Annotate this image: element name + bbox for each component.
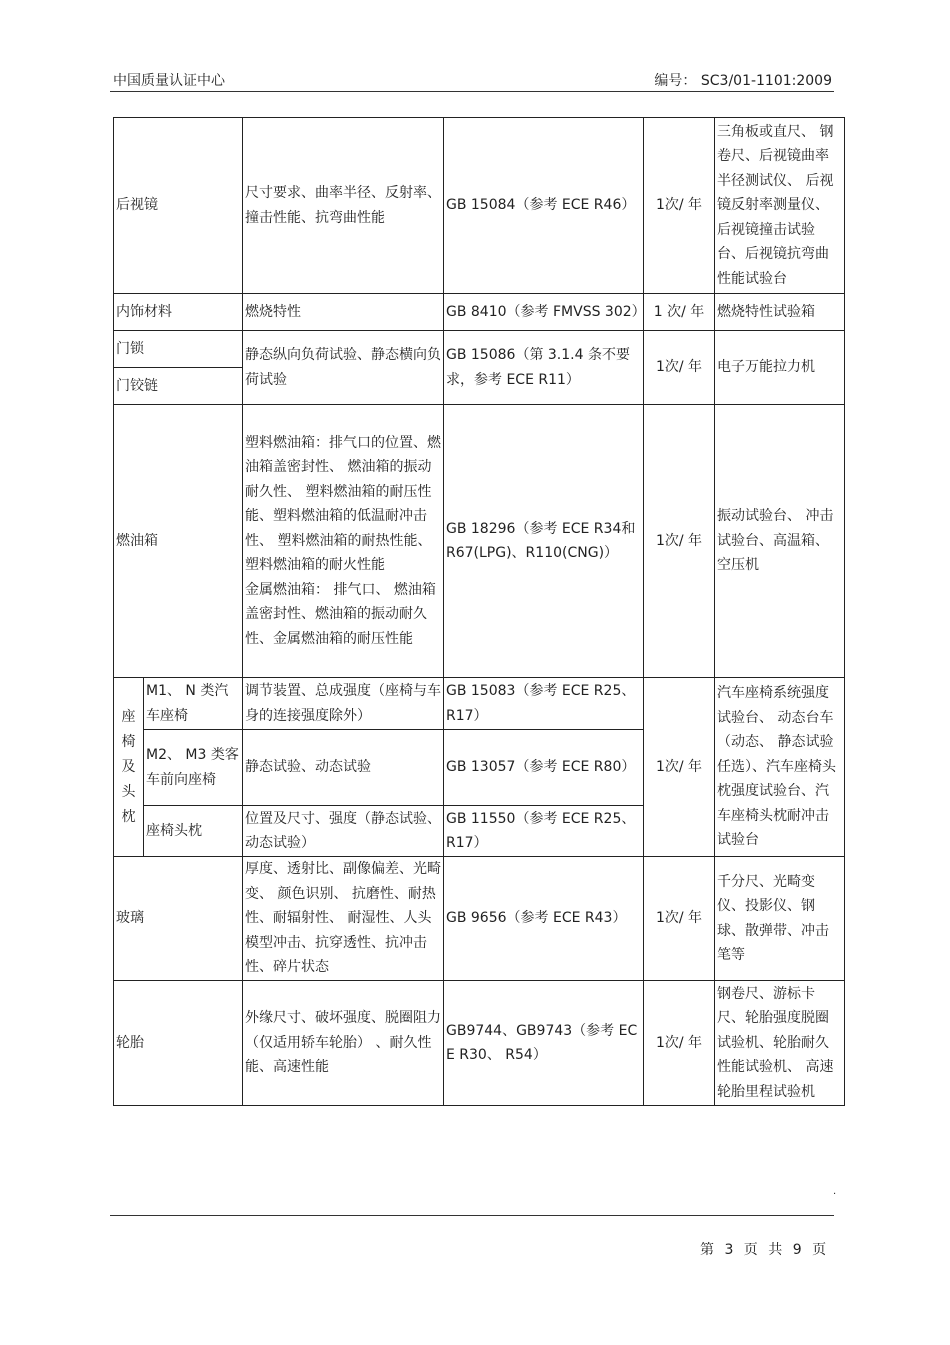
content-fuel-tank [243,405,444,678]
table-row [114,331,845,368]
frequency-tire: 1次/ 年 [644,981,715,1106]
frequency-interior: 1 次/ 年 [644,294,715,331]
equipment-seat: 汽车座椅系统强度试验台、 动态台车（动态、 静态试验任选）、汽车座椅头枕强度试验台、汽车座椅头枕耐冲击试验台 [715,678,845,857]
header-document-number: 编号： SC3/01-1101:2009 [654,73,832,89]
standard-interior: GB 8410（参考 FMVSS 302） [444,294,644,331]
content-glass: 厚度、透射比、副像偏差、光畸变、 颜色识别、 抗磨性、耐热性、耐辐射性、 耐湿性、人头模型冲击、抗穿透性、抗冲击性、碎片状态 [243,857,444,981]
equipment-tire: 钢卷尺、游标卡尺、轮胎强度脱圈试验机、轮胎耐久性能试验机、 高速轮胎里程试验机 [715,981,845,1106]
content-mirror: 尺寸要求、曲率半径、反射率、撞击性能、抗弯曲性能 [243,118,444,294]
footer-dot: . [833,1186,837,1197]
content-interior: 燃烧特性 [243,294,444,331]
inspection-table [113,117,845,1106]
item-m1-seat: M1、 N 类汽车座椅 [144,678,243,730]
equipment-glass: 千分尺、光畸变仪、投影仪、钢球、散弹带、冲击笔等 [715,857,845,981]
frequency-fuel-tank: 1次/ 年 [644,405,715,678]
content-headrest: 位置及尺寸、强度（静态试验、动态试验） [243,806,444,857]
item-glass: 玻璃 [114,857,243,981]
table-row [114,678,845,730]
content-plastic-tank: 塑料燃油箱：排气口的位置、燃油箱盖密封性、 燃油箱的振动耐久性、 塑料燃油箱的耐压性能、塑料燃油箱的低温耐冲击性、 塑料燃油箱的耐热性能、塑料燃油箱的耐火性能 [245,434,441,574]
item-m2-seat: M2、 M3 类客车前向座椅 [144,730,243,806]
footer-rule [110,1215,834,1216]
standard-door-lock: GB 15086（第 3.1.4 条不要求，参考 ECE R11） [444,331,644,405]
standard-glass: GB 9656（参考 ECE R43） [444,857,644,981]
table-row [114,981,845,1106]
content-door-lock: 静态纵向负荷试验、静态横向负荷试验 [243,331,444,405]
item-mirror: 后视镜 [114,118,243,294]
equipment-door-lock: 电子万能拉力机 [715,331,845,405]
standard-fuel-tank: GB 18296（参考 ECE R34和 R67(LPG)、R110(CNG)） [444,405,644,678]
standard-headrest: GB 11550（参考 ECE R25、R17） [444,806,644,857]
equipment-interior: 燃烧特性试验箱 [715,294,845,331]
standard-m2-seat: GB 13057（参考 ECE R80） [444,730,644,806]
item-door-hinge: 门铰链 [114,368,243,405]
frequency-glass: 1次/ 年 [644,857,715,981]
header-rule [110,91,834,92]
standard-mirror: GB 15084（参考 ECE R46） [444,118,644,294]
frequency-seat: 1次/ 年 [644,678,715,857]
header-organization: 中国质量认证中心 [113,73,225,89]
item-interior: 内饰材料 [114,294,243,331]
content-tire: 外缘尺寸、破坏强度、脱圈阻力（仅适用轿车轮胎） 、耐久性能、高速性能 [243,981,444,1106]
content-m2-seat: 静态试验、动态试验 [243,730,444,806]
table-row [114,118,845,294]
table-row [114,857,845,981]
frequency-door-lock: 1次/ 年 [644,331,715,405]
content-metal-tank: 金属燃油箱： 排气口、 燃油箱盖密封性、燃油箱的振动耐久性、金属燃油箱的耐压性能 [245,581,436,647]
item-fuel-tank: 燃油箱 [114,405,243,678]
standard-m1-seat: GB 15083（参考 ECE R25、R17） [444,678,644,730]
item-door-lock: 门锁 [114,331,243,368]
standard-tire: GB9744、GB9743（参考 ECE R30、 R54） [444,981,644,1106]
frequency-mirror: 1次/ 年 [644,118,715,294]
table-row [114,405,845,678]
content-m1-seat: 调节装置、总成强度（座椅与车身的连接强度除外） [243,678,444,730]
table-row [114,294,845,331]
item-tire: 轮胎 [114,981,243,1106]
item-headrest: 座椅头枕 [144,806,243,857]
seat-group-label: 座椅及头枕 [114,678,144,857]
page-number: 第 3 页 共 9 页 [700,1242,827,1258]
equipment-fuel-tank: 振动试验台、 冲击试验台、高温箱、空压机 [715,405,845,678]
equipment-mirror: 三角板或直尺、 钢卷尺、后视镜曲率半径测试仪、 后视镜反射率测量仪、后视镜撞击试验台、后视镜抗弯曲性能试验台 [715,118,845,294]
